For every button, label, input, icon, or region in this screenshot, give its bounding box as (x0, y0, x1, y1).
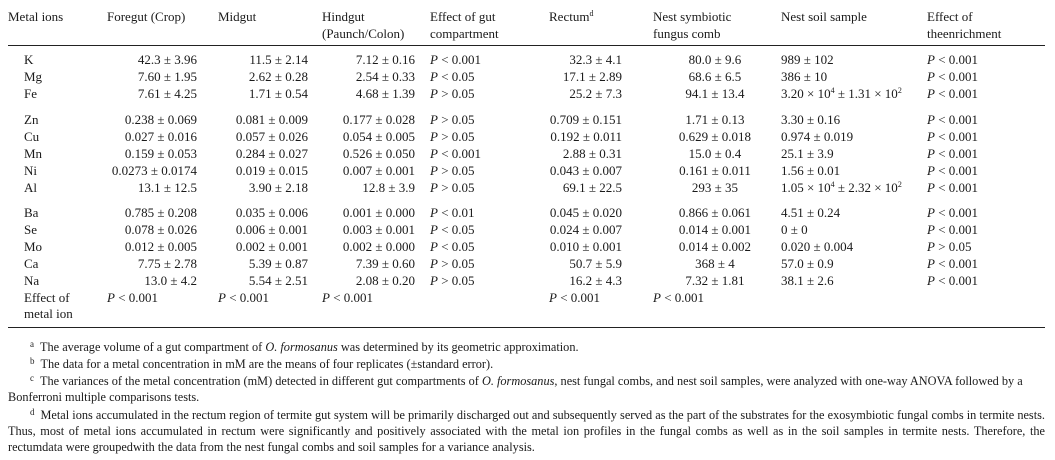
footnote-mark: d (30, 407, 35, 417)
p-value: < 0.001 (934, 52, 979, 67)
cell-gut-effect (430, 222, 475, 238)
footnote-text: The average volume of a gut compartment of (40, 340, 266, 354)
cell-midgut: 0.019 ± 0.015 (235, 163, 308, 178)
p-symbol: P (430, 146, 438, 161)
cell-enrichment (927, 163, 978, 179)
header-enrichment-line2: theenrichment (927, 26, 1002, 41)
cell-foregut: 7.61 ± 4.25 (137, 86, 197, 101)
cell-fungus: 0.014 ± 0.002 (678, 239, 752, 254)
p-symbol: P (430, 112, 438, 127)
cell-gut-effect (430, 146, 481, 162)
p-value: < 0.001 (934, 146, 979, 161)
p-value: < 0.001 (934, 86, 979, 101)
cell-ion: Ni (24, 163, 37, 178)
p-symbol: P (927, 256, 935, 271)
p-value: < 0.001 (934, 69, 979, 84)
cell-enrichment (927, 129, 978, 145)
p-symbol: P (927, 273, 935, 288)
p-value: < 0.001 (934, 256, 979, 271)
cell-ion: Al (24, 180, 37, 195)
cell-rectum: 0.192 ± 0.011 (550, 129, 622, 144)
effect-fungus (653, 290, 704, 306)
p-value: < 0.001 (437, 52, 482, 67)
p-value: > 0.05 (437, 86, 475, 101)
soil-exponent: 4 (830, 180, 835, 189)
cell-soil: 0 ± 0 (781, 222, 808, 237)
soil-mantissa: 1.05 × 10 (781, 180, 831, 195)
cell-fungus: 7.32 ± 1.81 (685, 273, 745, 288)
soil-error: ± 1.31 × 10 (834, 86, 898, 101)
table-row (0, 86, 1055, 102)
cell-fungus: 293 ± 35 (691, 180, 739, 195)
p-value: < 0.001 (934, 205, 979, 220)
cell-gut-effect (430, 239, 475, 255)
effect-rectum (549, 290, 600, 306)
p-value: < 0.001 (329, 290, 374, 305)
species-name: O. formosanus (481, 374, 555, 388)
cell-soil: 38.1 ± 2.6 (781, 273, 834, 288)
header-midgut: Midgut (218, 9, 257, 24)
p-symbol: P (653, 290, 661, 305)
cell-hindgut: 7.12 ± 0.16 (355, 52, 415, 67)
effect-row (0, 290, 1055, 324)
cell-ion: Na (24, 273, 40, 288)
cell-foregut: 0.078 ± 0.026 (124, 222, 197, 237)
cell-fungus: 15.0 ± 0.4 (688, 146, 742, 161)
p-symbol: P (430, 86, 438, 101)
cell-gut-effect (430, 112, 475, 128)
cell-enrichment (927, 146, 978, 162)
table-row (0, 222, 1055, 238)
table-row (0, 69, 1055, 85)
header-foregut: Foregut (Crop) (107, 9, 186, 24)
cell-enrichment (927, 256, 978, 272)
p-value: < 0.05 (437, 239, 475, 254)
table-row (0, 205, 1055, 221)
p-value: < 0.05 (437, 222, 475, 237)
header-enrichment-line1: Effect of (927, 9, 973, 24)
cell-gut-effect (430, 129, 475, 145)
table-row (0, 163, 1055, 179)
p-value: > 0.05 (437, 112, 475, 127)
cell-soil: 4.51 ± 0.24 (781, 205, 841, 220)
p-symbol: P (927, 163, 935, 178)
footnote-d (8, 404, 1045, 455)
p-symbol: P (927, 239, 935, 254)
cell-hindgut: 0.002 ± 0.000 (342, 239, 415, 254)
effect-row-label-line2: metal ion (24, 306, 73, 321)
p-symbol: P (927, 205, 935, 220)
cell-ion: Mg (24, 69, 43, 84)
cell-rectum: 0.709 ± 0.151 (549, 112, 622, 127)
cell-gut-effect (430, 86, 475, 102)
cell-hindgut: 7.39 ± 0.60 (355, 256, 415, 271)
table-row (0, 52, 1055, 68)
cell-soil (781, 86, 902, 102)
cell-hindgut: 2.54 ± 0.33 (355, 69, 415, 84)
cell-hindgut: 0.001 ± 0.000 (342, 205, 415, 220)
p-symbol: P (430, 52, 438, 67)
header-rectum-label: Rectum (549, 9, 590, 24)
cell-rectum: 2.88 ± 0.31 (562, 146, 622, 161)
cell-midgut: 0.057 ± 0.026 (235, 129, 308, 144)
cell-rectum: 0.043 ± 0.007 (549, 163, 622, 178)
header-rectum (549, 8, 593, 25)
p-symbol: P (927, 112, 935, 127)
cell-midgut: 0.284 ± 0.027 (235, 146, 308, 161)
p-value: > 0.05 (437, 180, 475, 195)
soil-exponent: 4 (830, 86, 835, 95)
cell-ion: Cu (24, 129, 40, 144)
p-value: < 0.001 (660, 290, 705, 305)
p-value: > 0.05 (934, 239, 972, 254)
p-value: < 0.001 (934, 273, 979, 288)
cell-enrichment (927, 205, 978, 221)
p-value: < 0.001 (437, 146, 482, 161)
p-value: < 0.001 (225, 290, 270, 305)
header-hindgut-line2: (Paunch/Colon) (322, 26, 405, 41)
p-symbol: P (430, 256, 438, 271)
cell-soil: 57.0 ± 0.9 (781, 256, 834, 271)
cell-enrichment (927, 239, 972, 255)
cell-foregut: 42.3 ± 3.96 (137, 52, 197, 67)
cell-ion: Fe (24, 86, 37, 101)
cell-midgut: 0.081 ± 0.009 (235, 112, 308, 127)
cell-fungus: 0.014 ± 0.001 (678, 222, 752, 237)
cell-hindgut: 0.177 ± 0.028 (342, 112, 415, 127)
p-symbol: P (430, 163, 438, 178)
footnote-text: The variances of the metal concentration (mM) detected in different gut compartments of (40, 374, 482, 388)
cell-ion: K (24, 52, 34, 67)
cell-fungus: 368 ± 4 (695, 256, 735, 271)
cell-gut-effect (430, 52, 481, 68)
cell-hindgut: 0.054 ± 0.005 (342, 129, 415, 144)
p-symbol: P (927, 52, 935, 67)
effect-row-label (24, 290, 73, 322)
p-value: > 0.05 (437, 256, 475, 271)
p-value: > 0.05 (437, 163, 475, 178)
cell-hindgut: 0.007 ± 0.001 (342, 163, 415, 178)
cell-ion: Ba (24, 205, 39, 220)
p-symbol: P (218, 290, 226, 305)
cell-enrichment (927, 222, 978, 238)
cell-fungus: 68.6 ± 6.5 (688, 69, 742, 84)
cell-gut-effect (430, 273, 475, 289)
cell-soil: 989 ± 102 (781, 52, 834, 67)
cell-soil: 1.56 ± 0.01 (781, 163, 841, 178)
p-value: < 0.001 (556, 290, 601, 305)
p-symbol: P (549, 290, 557, 305)
cell-foregut: 0.238 ± 0.069 (124, 112, 197, 127)
cell-gut-effect (430, 180, 475, 196)
cell-foregut: 7.75 ± 2.78 (137, 256, 197, 271)
cell-hindgut: 0.526 ± 0.050 (342, 146, 415, 161)
cell-rectum: 25.2 ± 7.3 (569, 86, 622, 101)
p-value: < 0.001 (114, 290, 159, 305)
p-symbol: P (430, 180, 438, 195)
p-value: < 0.001 (934, 222, 979, 237)
footnote-c (8, 370, 1045, 405)
footnote-text: was determined by its geometric approximation. (337, 340, 579, 354)
cell-rectum: 17.1 ± 2.89 (562, 69, 622, 84)
effect-hindgut (322, 290, 373, 306)
cell-foregut: 0.027 ± 0.016 (124, 129, 197, 144)
cell-fungus: 0.866 ± 0.061 (678, 205, 752, 220)
p-symbol: P (927, 86, 935, 101)
p-value: < 0.001 (934, 129, 979, 144)
p-symbol: P (927, 222, 935, 237)
cell-foregut: 13.0 ± 4.2 (144, 273, 197, 288)
cell-midgut: 11.5 ± 2.14 (249, 52, 308, 67)
cell-enrichment (927, 86, 978, 102)
footnote-text: , nest fungal combs, and nest soil samples, were analyzed with one-way ANOVA followed by a Bonferroni multiple comparisons tests. (8, 374, 1023, 404)
table-row (0, 256, 1055, 272)
footnote-mark: c (30, 373, 34, 383)
cell-hindgut: 4.68 ± 1.39 (355, 86, 415, 101)
p-value: > 0.05 (437, 273, 475, 288)
cell-foregut: 0.012 ± 0.005 (124, 239, 197, 254)
table-row (0, 273, 1055, 289)
cell-rectum: 16.2 ± 4.3 (569, 273, 622, 288)
p-value: < 0.001 (934, 163, 979, 178)
cell-hindgut: 12.8 ± 3.9 (362, 180, 415, 195)
p-symbol: P (927, 129, 935, 144)
p-value: < 0.01 (437, 205, 475, 220)
p-value: < 0.001 (934, 180, 979, 195)
header-fungus-comb (653, 8, 731, 42)
cell-gut-effect (430, 163, 475, 179)
table-row (0, 112, 1055, 128)
cell-soil: 0.020 ± 0.004 (781, 239, 854, 254)
footnote-mark: b (30, 356, 35, 366)
p-symbol: P (430, 222, 438, 237)
cell-midgut: 0.006 ± 0.001 (235, 222, 308, 237)
cell-midgut: 0.035 ± 0.006 (235, 205, 308, 220)
cell-enrichment (927, 52, 978, 68)
cell-midgut: 1.71 ± 0.54 (248, 86, 308, 101)
footnote-mark: a (30, 339, 34, 349)
cell-enrichment (927, 69, 978, 85)
cell-rectum: 50.7 ± 5.9 (569, 256, 622, 271)
soil-mantissa: 3.20 × 10 (781, 86, 831, 101)
p-symbol: P (430, 129, 438, 144)
cell-ion: Mn (24, 146, 43, 161)
header-effect-gut-line1: Effect of gut (430, 9, 496, 24)
cell-fungus: 1.71 ± 0.13 (685, 112, 745, 127)
cell-gut-effect (430, 256, 475, 272)
header-soil: Nest soil sample (781, 9, 867, 24)
cell-rectum: 32.3 ± 4.1 (569, 52, 622, 67)
cell-enrichment (927, 273, 978, 289)
cell-fungus: 0.161 ± 0.011 (679, 163, 751, 178)
p-value: < 0.05 (437, 69, 475, 84)
cell-midgut: 5.54 ± 2.51 (248, 273, 308, 288)
cell-hindgut: 2.08 ± 0.20 (355, 273, 415, 288)
p-symbol: P (322, 290, 330, 305)
p-symbol: P (927, 69, 935, 84)
cell-midgut: 0.002 ± 0.001 (235, 239, 308, 254)
table-row (0, 180, 1055, 196)
header-effect-gut-line2: compartment (430, 26, 499, 41)
table-row (0, 146, 1055, 162)
cell-ion: Zn (24, 112, 39, 127)
cell-foregut: 0.785 ± 0.208 (124, 205, 197, 220)
p-symbol: P (430, 69, 438, 84)
cell-foregut: 0.0273 ± 0.0174 (111, 163, 197, 178)
soil-error: ± 2.32 × 10 (834, 180, 898, 195)
cell-fungus: 80.0 ± 9.6 (688, 52, 742, 67)
footnote-text: The data for a metal concentration in mM are the means of four replicates (±standard error). (40, 357, 494, 371)
cell-fungus: 94.1 ± 13.4 (685, 86, 745, 101)
cell-rectum: 0.045 ± 0.020 (549, 205, 622, 220)
cell-foregut: 7.60 ± 1.95 (137, 69, 197, 84)
cell-midgut: 3.90 ± 2.18 (248, 180, 308, 195)
cell-soil: 3.30 ± 0.16 (781, 112, 841, 127)
cell-foregut: 13.1 ± 12.5 (137, 180, 197, 195)
p-symbol: P (430, 273, 438, 288)
table-bottom-rule (8, 327, 1045, 328)
table-row (0, 239, 1055, 255)
cell-rectum: 69.1 ± 22.5 (562, 180, 622, 195)
header-rectum-footnote-mark: d (589, 9, 594, 18)
cell-soil: 386 ± 10 (781, 69, 828, 84)
p-symbol: P (430, 205, 438, 220)
cell-soil (781, 180, 902, 196)
effect-midgut (218, 290, 269, 306)
p-symbol: P (430, 239, 438, 254)
footnote-text: Metal ions accumulated in the rectum region of termite gut system will be primarily discharged out and subsequently served as the part of the substrates for the exosymbiotic fungal combs in termite nests. Thus, most of metal ions accumulated in rectum were significantly and positively associated with the metal ion profiles in the fungal combs as well as in the soil samples in termite nests. Therefore, the rectumdata were groupedwith the data from the nest fungal combs and soil samples for a variance analysis. (8, 408, 1045, 454)
p-symbol: P (927, 180, 935, 195)
cell-soil: 25.1 ± 3.9 (781, 146, 834, 161)
effect-row-label-line1: Effect of (24, 290, 70, 305)
header-fungus-line1: Nest symbiotic (653, 9, 732, 24)
p-value: < 0.001 (934, 112, 979, 127)
header-fungus-line2: fungus comb (653, 26, 721, 41)
p-symbol: P (107, 290, 115, 305)
cell-enrichment (927, 180, 978, 196)
cell-soil: 0.974 ± 0.019 (781, 129, 854, 144)
cell-gut-effect (430, 69, 475, 85)
cell-fungus: 0.629 ± 0.018 (678, 129, 752, 144)
cell-ion: Se (24, 222, 37, 237)
p-symbol: P (927, 146, 935, 161)
cell-ion: Mo (24, 239, 43, 254)
cell-hindgut: 0.003 ± 0.001 (342, 222, 415, 237)
cell-ion: Ca (24, 256, 39, 271)
header-hindgut-line1: Hindgut (322, 9, 365, 24)
header-hindgut (322, 8, 404, 42)
header-rule (8, 45, 1045, 46)
cell-gut-effect (430, 205, 475, 221)
soil-error-exponent: 2 (897, 180, 902, 189)
effect-foregut (107, 290, 158, 306)
header-effect-gut (430, 8, 499, 42)
cell-enrichment (927, 112, 978, 128)
table-row (0, 129, 1055, 145)
cell-rectum: 0.010 ± 0.001 (549, 239, 622, 254)
cell-midgut: 2.62 ± 0.28 (248, 69, 308, 84)
species-name: O. formosanus (265, 340, 338, 354)
cell-midgut: 5.39 ± 0.87 (248, 256, 308, 271)
soil-error-exponent: 2 (897, 86, 902, 95)
cell-foregut: 0.159 ± 0.053 (124, 146, 197, 161)
p-value: > 0.05 (437, 129, 475, 144)
header-metal-ions: Metal ions (8, 9, 64, 24)
cell-rectum: 0.024 ± 0.007 (549, 222, 622, 237)
header-enrichment (927, 8, 1001, 42)
